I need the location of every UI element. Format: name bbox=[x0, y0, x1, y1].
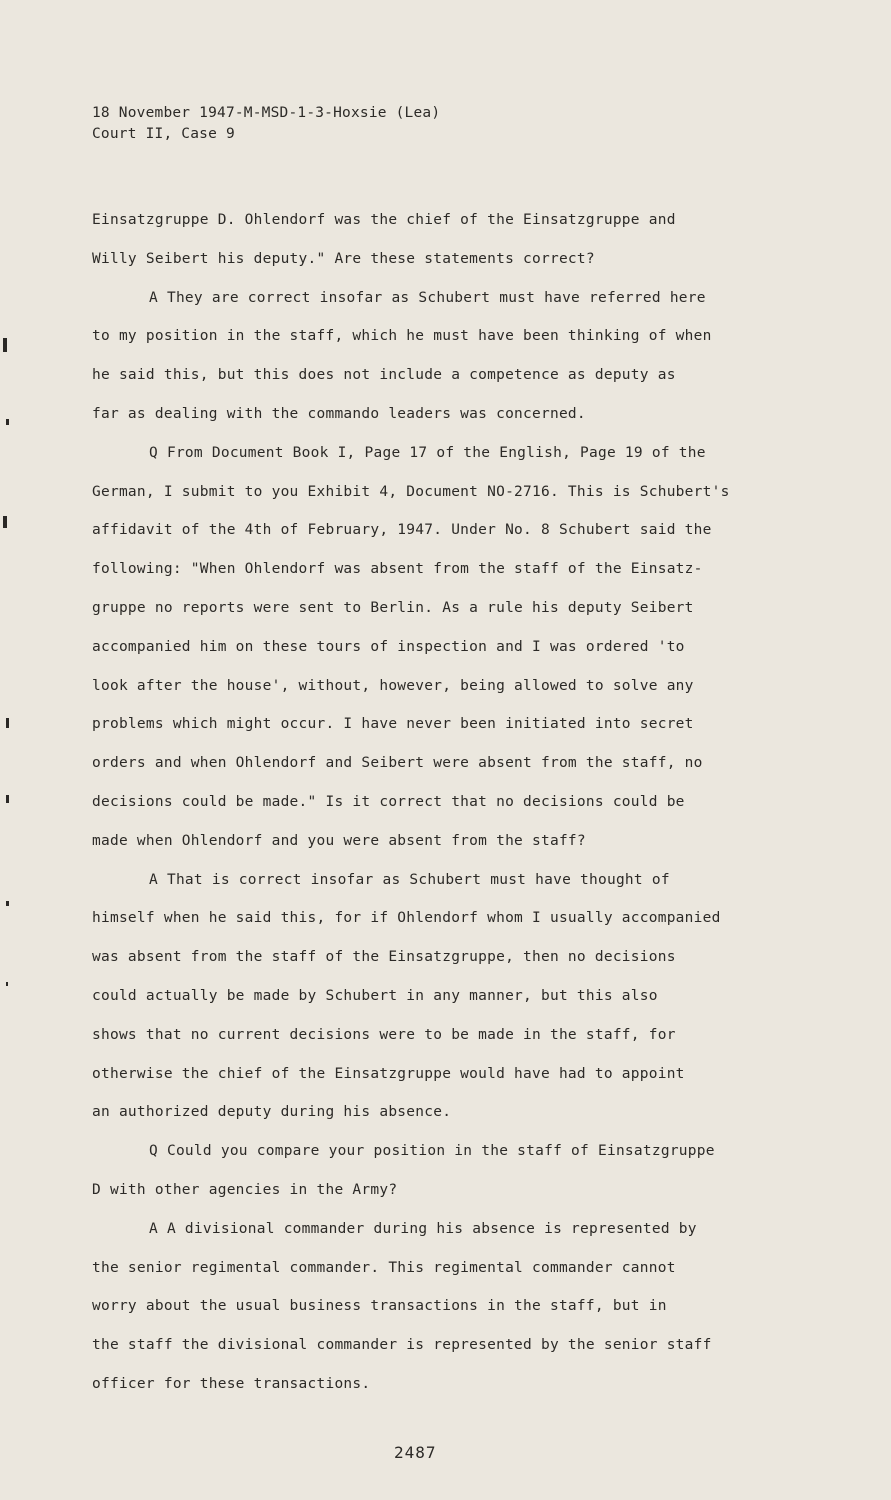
text-line: accompanied him on these tours of inspection and I was ordered 'to bbox=[92, 638, 685, 655]
document-header bbox=[92, 103, 440, 145]
text-line: the staff the divisional commander is represented by the senior staff bbox=[92, 1337, 712, 1354]
margin-mark bbox=[6, 718, 9, 728]
text-line: Q Could you compare your position in the staff of Einsatzgruppe bbox=[149, 1143, 715, 1160]
text-line: worry about the usual business transactions in the staff, but in bbox=[92, 1298, 667, 1315]
text-line: D with other agencies in the Army? bbox=[92, 1181, 398, 1198]
margin-mark bbox=[3, 338, 7, 352]
margin-mark bbox=[3, 516, 7, 528]
text-line: could actually be made by Schubert in any manner, but this also bbox=[92, 987, 658, 1004]
margin-mark bbox=[6, 901, 9, 906]
text-line: the senior regimental commander. This regimental commander cannot bbox=[92, 1259, 676, 1276]
text-line: Willy Seibert his deputy." Are these statements correct? bbox=[92, 250, 595, 267]
text-line: officer for these transactions. bbox=[92, 1375, 371, 1392]
text-line: was absent from the staff of the Einsatzgruppe, then no decisions bbox=[92, 949, 676, 966]
margin-mark bbox=[6, 982, 8, 986]
text-line: far as dealing with the commando leaders was concerned. bbox=[92, 405, 586, 422]
text-line: A That is correct insofar as Schubert must have thought of bbox=[149, 871, 670, 888]
text-line: made when Ohlendorf and you were absent from the staff? bbox=[92, 832, 586, 849]
text-line: look after the house', without, however, being allowed to solve any bbox=[92, 677, 694, 694]
text-line: following: "When Ohlendorf was absent from the staff of the Einsatz- bbox=[92, 561, 703, 578]
page-number: 2487 bbox=[394, 1443, 437, 1462]
text-line: shows that no current decisions were to be made in the staff, for bbox=[92, 1026, 676, 1043]
text-line: orders and when Ohlendorf and Seibert were absent from the staff, no bbox=[92, 755, 703, 772]
text-line: gruppe no reports were sent to Berlin. As a rule his deputy Seibert bbox=[92, 599, 694, 616]
margin-mark bbox=[6, 795, 9, 803]
margin-mark bbox=[6, 419, 9, 425]
text-line: otherwise the chief of the Einsatzgruppe would have had to appoint bbox=[92, 1065, 685, 1082]
text-line: Q From Document Book I, Page 17 of the English, Page 19 of the bbox=[149, 444, 706, 461]
text-line: an authorized deputy during his absence. bbox=[92, 1104, 452, 1121]
text-line: he said this, but this does not include a competence as deputy as bbox=[92, 367, 676, 384]
text-line: affidavit of the 4th of February, 1947. Under No. 8 Schubert said the bbox=[92, 522, 712, 539]
text-line: Einsatzgruppe D. Ohlendorf was the chief of the Einsatzgruppe and bbox=[92, 212, 676, 228]
text-line: decisions could be made." Is it correct that no decisions could be bbox=[92, 793, 685, 810]
text-line: A They are correct insofar as Schubert must have referred here bbox=[149, 289, 706, 306]
text-line: A A divisional commander during his absence is represented by bbox=[149, 1220, 697, 1237]
text-line: himself when he said this, for if Ohlendorf whom I usually accompanied bbox=[92, 910, 721, 927]
header-court-line: Court II, Case 9 bbox=[92, 126, 235, 142]
header-date-line: 18 November 1947-M-MSD-1-3-Hoxsie (Lea) bbox=[92, 105, 441, 121]
text-line: problems which might occur. I have never been initiated into secret bbox=[92, 716, 694, 733]
text-line: to my position in the staff, which he must have been thinking of when bbox=[92, 328, 712, 345]
text-line: German, I submit to you Exhibit 4, Document NO-2716. This is Schubert's bbox=[92, 483, 730, 500]
transcript-body bbox=[92, 201, 782, 1404]
